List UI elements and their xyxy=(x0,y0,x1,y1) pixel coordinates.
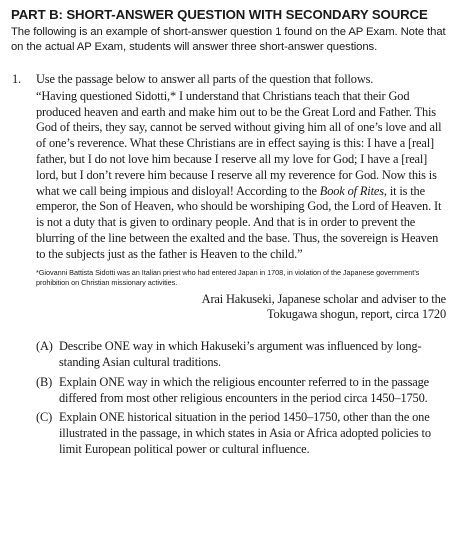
section-heading: PART B: SHORT-ANSWER QUESTION WITH SECONDARY SOURCE xyxy=(11,7,428,22)
intro-text: The following is an example of short-answer question 1 found on the AP Exam. Note that on the actual AP Exam, students will answer three short-answer questions. xyxy=(11,26,446,53)
attribution-line-2: Tokugawa shogun, report, circa 1720 xyxy=(267,307,446,322)
book-title: Book of Rites xyxy=(319,183,384,198)
part-text: Describe ONE way in which Hakuseki’s argument was influenced by long-standing Asian cultural traditions. xyxy=(59,339,422,369)
part-label: (A) xyxy=(36,339,53,354)
passage-text-2: , it is the emperor, the Son of Heaven, who should be worshiping God, the Lord of Heaven. It is not a duty that is given to ordinary people. And that is in order to prevent the blurring of the line between the exalted and the base. Thus, the sovereign is Heaven to the subjects just as the father is Heaven to the child.” xyxy=(36,183,442,261)
question-part-c xyxy=(36,410,450,457)
attribution-line-1: Arai Hakuseki, Japanese scholar and adviser to the xyxy=(201,291,446,306)
question-part-b xyxy=(36,375,450,407)
source-passage xyxy=(36,89,450,263)
question-part-a xyxy=(36,339,450,371)
question-instruction: Use the passage below to answer all parts of the question that follows. xyxy=(36,72,374,86)
question-body xyxy=(36,72,450,458)
question-1 xyxy=(11,72,450,458)
part-label: (C) xyxy=(36,410,53,425)
footnote: *Giovanni Battista Sidotti was an Italian priest who had entered Japan in 1708, in violation of the Japanese government’s prohibition on Christian missionary activities. xyxy=(36,267,420,287)
source-attribution xyxy=(36,292,450,324)
question-number: 1. xyxy=(12,72,21,86)
passage-text-1: “Having questioned Sidotti,* I understand that Christians teach that their God produced heaven and earth and make him out to be the Great Lord and Father. This God of theirs, they say, cannot be served without giving him all of one’s love and all of one’s reverence. What these Christians are in effect saying is this: I have a [real] father, but I do not love him because I reserve all my love for God; I have a [real] lord, but I don’t revere him because I reserve all my reverence for God. Now this is what we call being impious and disloyal! According to the xyxy=(36,88,442,198)
part-text: Explain ONE way in which the religious encounter referred to in the passage differed from most other religious encounters in the period circa 1450–1750. xyxy=(59,374,429,405)
part-label: (B) xyxy=(36,374,53,389)
question-parts xyxy=(36,339,450,458)
part-text: Explain ONE historical situation in the period 1450–1750, other than the one illustrated in the passage, in which states in Asia or Africa adopted policies to limit European political power or cultural influence. xyxy=(59,410,431,456)
